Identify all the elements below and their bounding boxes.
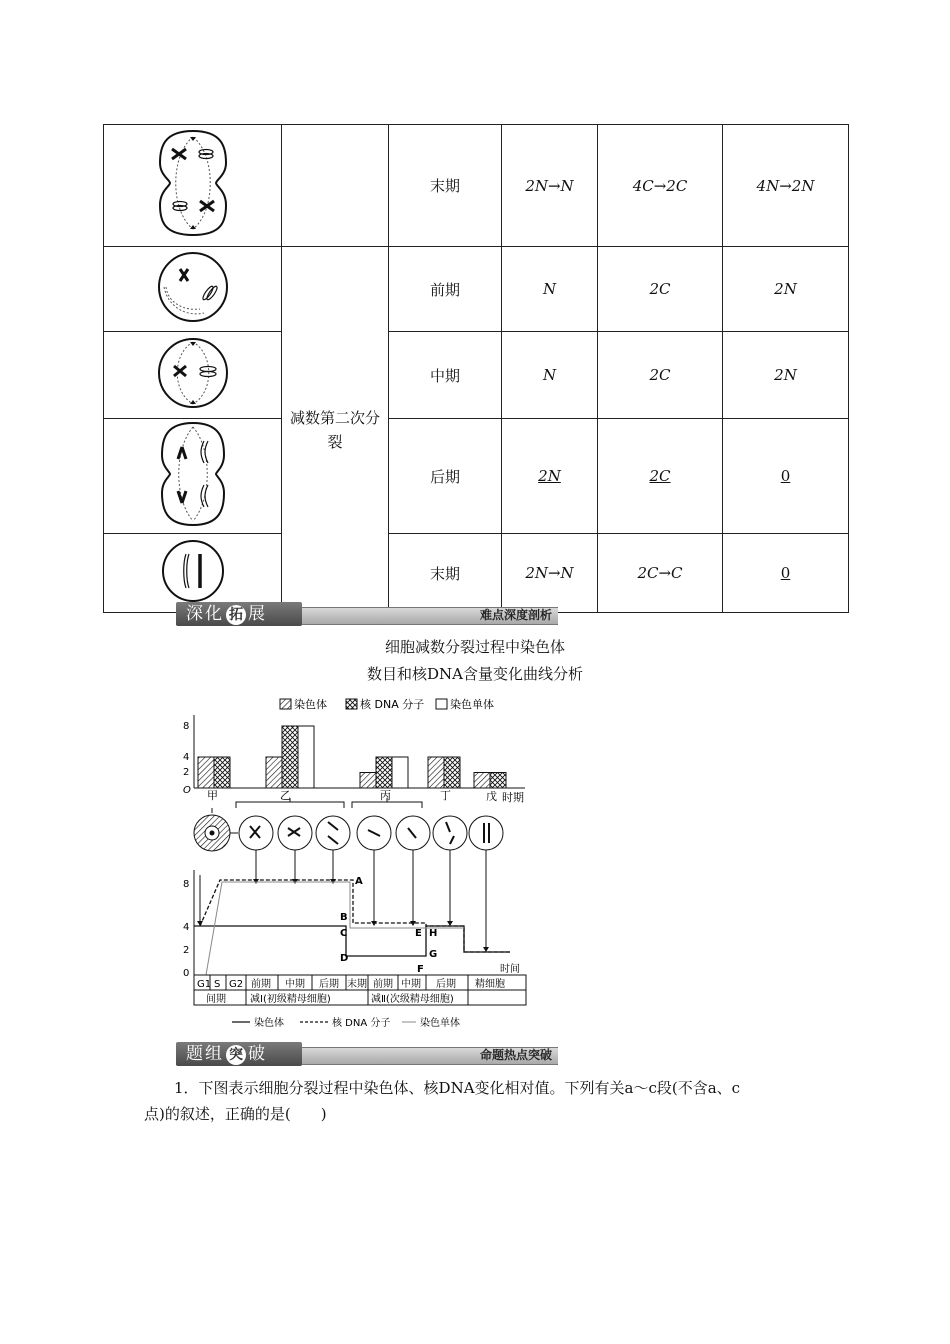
bar-dna	[282, 726, 298, 788]
stage-cell-meiosis2	[282, 247, 389, 613]
bar-group	[198, 726, 506, 788]
line-legend-chromosome: 染色体	[254, 1018, 284, 1029]
chromosome-cell: 2N→N	[502, 125, 598, 247]
line-legend-dna: 核 DNA 分子	[332, 1018, 391, 1029]
bar-dna	[376, 757, 392, 788]
period-label: 戊	[486, 790, 497, 803]
banner-tab-text-b: 展	[248, 604, 267, 624]
point-label: C	[340, 928, 348, 939]
cell-image-telophase1	[104, 125, 282, 247]
bar-chromosome	[360, 773, 376, 789]
bar-ytick: 2	[183, 767, 190, 778]
phase-cell: 前期	[373, 979, 393, 990]
period-label: 乙	[280, 789, 291, 802]
phase-cell: 中期	[285, 979, 305, 990]
bar-dna	[490, 773, 506, 789]
bar-ytick: 4	[183, 752, 190, 763]
group-cell: 减Ⅰ(初级精母细胞)	[250, 994, 331, 1005]
chromatid-answer: 0	[780, 564, 791, 582]
bar-ytick: 8	[183, 721, 190, 732]
legend-swatch-dna	[346, 699, 357, 709]
banner-tab-text-b: 破	[248, 1044, 267, 1064]
banner-tab	[176, 602, 302, 626]
chromatid-cell: 2N	[723, 332, 849, 419]
phase-cell: 精细胞	[475, 979, 505, 990]
banner-tab-circle: 拓	[226, 605, 246, 625]
group-cell: 减Ⅱ(次级精母细胞)	[371, 994, 454, 1005]
line-ytick: 2	[183, 945, 190, 956]
point-label: D	[340, 953, 349, 964]
phase-cell-s: S	[214, 979, 221, 990]
chromosome-answer: 2N	[538, 467, 561, 485]
bar-ytick: O	[183, 785, 191, 796]
bar-chromosome	[266, 757, 282, 788]
banner-subtitle: 难点深度剖析	[479, 608, 552, 622]
point-label: E	[415, 928, 422, 939]
bar-chromosome	[428, 757, 444, 788]
bar-dna	[214, 757, 230, 788]
curve-chromatid	[206, 882, 464, 975]
line-legend	[232, 1016, 460, 1029]
phase-cell: 后期	[319, 979, 339, 990]
bar-chromosome	[474, 773, 490, 789]
bar-chart	[183, 715, 525, 796]
period-label: 丁	[440, 789, 451, 802]
stage-cell-blank	[282, 125, 389, 247]
chromatid-cell	[723, 419, 849, 534]
question-line2: 点)的叙述，正确的是( )	[144, 1105, 327, 1123]
line-ytick: 8	[183, 879, 190, 890]
cell-image-telophase2	[104, 534, 282, 613]
legend-chromosome: 染色体	[294, 698, 327, 711]
phase-cell-g2: G2	[229, 979, 244, 990]
dna-cell: 2C	[598, 332, 723, 419]
dna-cell: 2C→C	[598, 534, 723, 613]
phase-cell: 末期	[389, 534, 502, 613]
curve-dna	[200, 880, 510, 952]
banner-tab-text-a: 深化	[186, 604, 224, 624]
section-banner-practice	[176, 1042, 558, 1066]
legend-swatch-chromatid	[436, 699, 447, 709]
section-title-line1: 细胞减数分裂过程中染色体	[384, 638, 565, 656]
point-label: A	[355, 876, 363, 887]
question-line1: 1．下图表示细胞分裂过程中染色体、核DNA变化相对值。下列有关a～c段(不含a、c	[174, 1079, 741, 1097]
dna-cell: 2C	[598, 247, 723, 332]
cell-image-metaphase2	[104, 332, 282, 419]
meiosis-figure	[170, 690, 540, 1035]
chromosome-cell: N	[502, 332, 598, 419]
phase-cell: 后期	[389, 419, 502, 534]
phase-strip	[194, 975, 526, 1005]
chromosome-cell: N	[502, 247, 598, 332]
bar-dna	[444, 757, 460, 788]
phase-cell: 前期	[389, 247, 502, 332]
chromosome-cell	[502, 419, 598, 534]
point-label: B	[340, 912, 348, 923]
line-chart	[183, 870, 520, 979]
period-label: 丙	[380, 789, 391, 802]
curve-chromosome	[194, 926, 510, 956]
brace-bing	[352, 798, 422, 808]
meiosis-table	[103, 124, 849, 613]
chromatid-answer: 0	[780, 467, 791, 485]
line-legend-chromatid: 染色单体	[420, 1018, 460, 1029]
chromosome-cell: 2N→N	[502, 534, 598, 613]
banner-subtitle: 命题热点突破	[479, 1048, 552, 1062]
phase-cell: 后期	[436, 979, 456, 990]
period-label: 甲	[207, 789, 218, 802]
point-label: H	[429, 928, 438, 939]
phase-cell: 末期	[347, 979, 367, 990]
point-label: G	[429, 949, 438, 960]
section-banner-deepen	[176, 602, 558, 626]
dna-cell: 4C→2C	[598, 125, 723, 247]
bar-chromosome	[198, 757, 214, 788]
section-title-line2: 数目和核DNA含量变化曲线分析	[367, 665, 583, 683]
legend-dna: 核 DNA 分子	[360, 698, 425, 711]
point-label: F	[417, 964, 424, 975]
cell-image-prophase2	[104, 247, 282, 332]
line-ytick: 0	[183, 968, 190, 979]
legend-chromatid: 染色单体	[450, 698, 494, 711]
phase-cell-g1: G1	[197, 979, 212, 990]
bar-chromatid	[298, 726, 314, 788]
phase-cell: 末期	[389, 125, 502, 247]
cell-image-anaphase2	[104, 419, 282, 534]
group-cell: 间期	[206, 994, 226, 1005]
cell-diagram-row	[194, 808, 503, 952]
period-axis-label: 时期	[502, 791, 524, 804]
legend-swatch-chromosome	[280, 699, 291, 709]
time-axis-label: 时间	[500, 964, 520, 975]
banner-tab-text-a: 题组	[186, 1044, 224, 1064]
dna-answer: 2C	[649, 467, 671, 485]
phase-cell: 中期	[389, 332, 502, 419]
dna-cell	[598, 419, 723, 534]
bar-chromatid	[392, 757, 408, 788]
phase-cell: 中期	[401, 979, 421, 990]
stage-label: 减数第二次分裂	[290, 408, 381, 451]
chromatid-cell	[723, 534, 849, 613]
chromatid-cell: 4N→2N	[723, 125, 849, 247]
line-ytick: 4	[183, 922, 190, 933]
bar-legend	[280, 697, 494, 711]
banner-tab	[176, 1042, 302, 1066]
banner-tab-circle: 突	[226, 1045, 246, 1065]
brace-yi	[236, 798, 344, 808]
chromatid-cell: 2N	[723, 247, 849, 332]
phase-cell: 前期	[251, 979, 271, 990]
